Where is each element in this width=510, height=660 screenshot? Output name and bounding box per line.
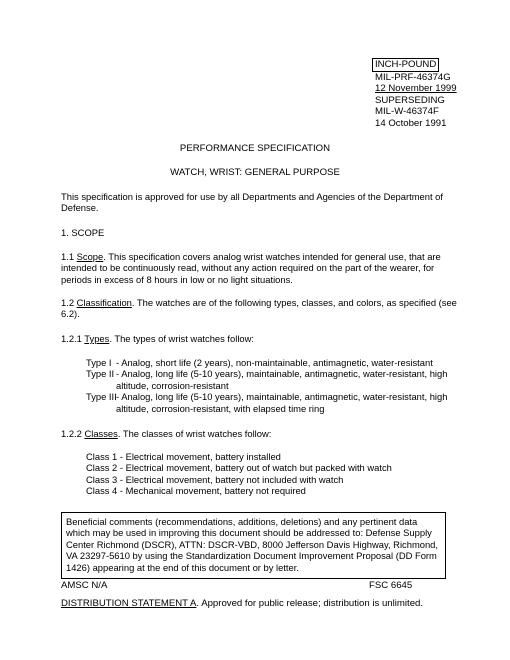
list-item: Class 3 - Electrical movement, battery not included with watch (86, 473, 344, 485)
spec-type-title: PERFORMANCE SPECIFICATION (179, 143, 331, 154)
distribution-text: . Approved for public release; distribution is unlimited. (196, 598, 424, 609)
types-list (86, 357, 476, 414)
classes-list (86, 451, 392, 497)
type-description: - Analog, short life (2 years), non-maintainable, antimagnetic, water-resistant (116, 357, 433, 368)
document-number: MIL-PRF-46374G (375, 71, 451, 83)
document-header-block (375, 58, 457, 130)
classes-paragraph (61, 428, 461, 439)
list-item: Class 1 - Electrical movement, battery installed (86, 451, 281, 462)
distribution-statement (61, 598, 423, 609)
paragraph-title: Scope (76, 251, 104, 262)
type-label: Type III (86, 391, 117, 403)
type-description: - Analog, long life (5-10 years), maintainable, antimagnetic, water-resistant, high altitude, corrosion-resistant (116, 368, 448, 391)
paragraph-number: 1.2.2 (61, 428, 82, 439)
distribution-label: DISTRIBUTION STATEMENT A (61, 598, 197, 609)
paragraph-title: Classes (84, 428, 118, 439)
paragraph-title: Classification (76, 297, 132, 308)
amsc-label: AMSC N/A (61, 580, 108, 591)
inch-pound-label: INCH-POUND (372, 58, 439, 72)
previous-document-number: MIL-W-46374F (375, 106, 439, 118)
paragraph-text: . The types of wrist watches follow: (109, 333, 254, 344)
section-1-heading: 1. SCOPE (61, 227, 105, 238)
paragraph-text: . The classes of wrist watches follow: (117, 428, 272, 439)
types-paragraph (61, 333, 461, 344)
paragraph-title: Types (84, 333, 110, 344)
list-item: Class 2 - Electrical movement, battery out of watch but packed with watch (86, 462, 392, 474)
type-description: - Analog, long life (5-10 years), maintainable, antimagnetic, water-resistant, high altitude, corrosion-resistant, with elapsed time ring (116, 391, 448, 414)
type-label: Type II (86, 368, 115, 380)
paragraph-number: 1.2.1 (61, 333, 82, 344)
type-label: Type I (86, 357, 112, 368)
list-item (86, 391, 476, 414)
comments-notice-text: Beneficial comments (recommendations, additions, deletions) and any pertinent data which may be used in improving this document should be addressed to: Defense Supply Center Richmond (DSCR), ATTN: DSCR-VBD, 8000 Jefferson Davis Highway, Richmond, VA 23297-5610 by using the Standardization Document Improvement Proposal (DD Form 1426) appearing at the end of this document or by letter. (66, 516, 438, 573)
paragraph-number: 1.2 (61, 297, 75, 308)
classification-paragraph (61, 297, 461, 320)
previous-document-date: 14 October 1991 (375, 117, 447, 129)
list-item: Class 4 - Mechanical movement, battery not required (86, 485, 306, 497)
paragraph-number: 1.1 (61, 251, 75, 262)
document-title: WATCH, WRIST: GENERAL PURPOSE (170, 167, 340, 178)
list-item (86, 368, 476, 391)
scope-paragraph (61, 251, 461, 285)
list-item (86, 357, 476, 368)
approval-statement: This specification is approved for use by all Departments and Agencies of the Department of Defense. (61, 191, 443, 214)
paragraph-text: . The watches are of the following types, classes, and colors, as specified (see 6.2). (61, 297, 457, 320)
fsc-label: FSC 6645 (369, 580, 413, 591)
document-date: 12 November 1999 (375, 83, 457, 95)
comments-notice-box (61, 512, 446, 579)
superseding-label: SUPERSEDING (375, 94, 445, 106)
paragraph-text: . This specification covers analog wrist watches intended for general use, that are intended to be continuously read, without any action required on the part of the wearer, for periods in excess of 8 hours in low or no light situations. (61, 251, 441, 285)
